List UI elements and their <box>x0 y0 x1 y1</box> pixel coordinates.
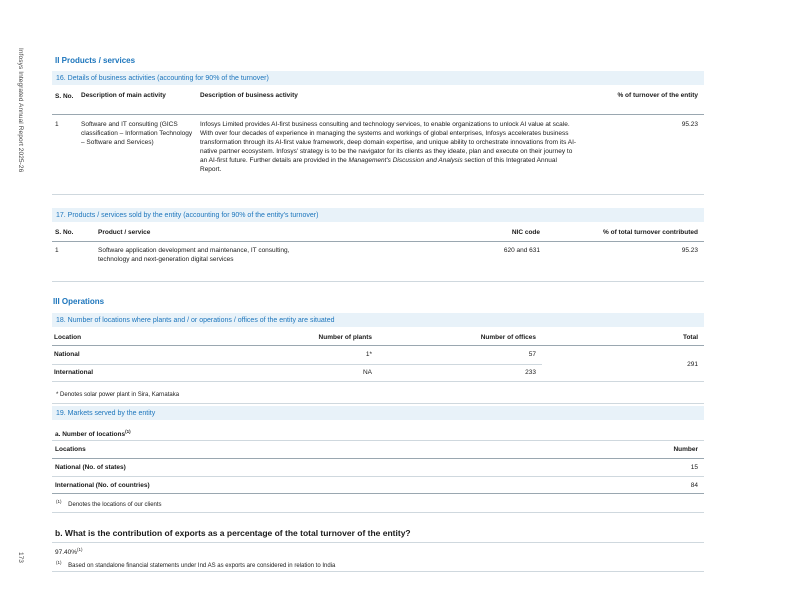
q16-header-turnover: % of turnover of the entity <box>617 92 698 99</box>
q17-header-nic: NIC code <box>511 229 540 236</box>
q19-footnote <box>56 499 162 508</box>
q16-row-turnover: 95.23 <box>681 121 698 128</box>
q19-sub-b-divider <box>52 542 704 543</box>
q18-header-plants: Number of plants <box>318 334 372 341</box>
q18-header-location: Location <box>54 334 82 341</box>
q19-sub-b-footnote-marker: (1) <box>56 560 62 565</box>
q19-header-number: Number <box>673 446 698 453</box>
q18-title: 18. Number of locations where plants and / or operations / offices of the entity are situated <box>56 316 335 324</box>
q16-business-text-b: section of this Integrated Annual Report. <box>200 157 557 173</box>
q16-row-main-activity: Software and IT consulting (GICS classification – Information Technology – Software and Services) <box>81 121 193 146</box>
report-title-vertical: Infosys Integrated Annual Report 2025-26 <box>17 48 24 173</box>
q19-header-divider <box>52 458 704 459</box>
q19-sub-b-sup: (1) <box>77 547 83 552</box>
q19-row-divider <box>52 476 704 477</box>
q18-row-divider <box>52 364 542 365</box>
section-title-products: II Products / services <box>55 56 136 65</box>
q19-table-bottom <box>52 493 704 494</box>
q19-header-locations: Locations <box>55 446 86 453</box>
q16-business-text-a: Infosys Limited provides AI-first business consulting and technology services, to enable organizations to unlock AI value at scale. With over four decades of experience in managing the systems and workings of global enterprises, Infosys accelerates business transformation through its AI-first value framework, deep domain expertise, and unique ability to orchestrate innovations from its AI-native partner ecosystem. Infosys' strategy is to be the navigator for its clients as they ideate, plan and execute on their journey to an AI-first future. Further details are provided in the <box>200 121 577 164</box>
q17-header-product: Product / service <box>98 229 151 236</box>
q17-row-turnover: 95.23 <box>681 247 698 254</box>
q19-sub-a <box>55 427 131 439</box>
q18-header-divider <box>52 345 704 346</box>
q19-footnote-marker: (1) <box>56 499 62 504</box>
q18-row-offices: 233 <box>525 369 536 376</box>
q18-table-bottom <box>52 381 704 382</box>
q19-footnote-text: Denotes the locations of our clients <box>68 502 162 508</box>
q18-footnote: * Denotes solar power plant in Sira, Karnataka <box>56 392 180 398</box>
q17-row-divider <box>52 281 704 282</box>
q16-title: 16. Details of business activities (accounting for 90% of the turnover) <box>56 74 269 82</box>
q17-row-sno: 1 <box>55 247 59 254</box>
q18-row-offices: 57 <box>528 351 536 358</box>
q19-row-label: National (No. of states) <box>55 464 126 471</box>
q16-row-sno: 1 <box>55 121 59 128</box>
q19-sub-b-question: b. What is the contribution of exports as a percentage of the total turnover of the entity? <box>55 528 411 538</box>
q19-row-label: International (No. of countries) <box>55 482 150 489</box>
q19-footnote-divider <box>52 512 704 513</box>
q18-header-total: Total <box>682 334 698 341</box>
q17-title-bar <box>52 208 704 222</box>
q18-total-value: 291 <box>687 361 698 368</box>
q18-header-offices: Number of offices <box>480 334 536 341</box>
q16-row-divider <box>52 194 704 195</box>
q16-title-bar <box>52 71 704 85</box>
q19-sub-b-footnote <box>56 560 335 569</box>
q17-title: 17. Products / services sold by the entity (accounting for 90% of the entity's turnover) <box>56 211 319 219</box>
q19-title: 19. Markets served by the entity <box>56 409 156 417</box>
q16-header-business-activity: Description of business activity <box>200 92 298 99</box>
q19-sub-a-text: a. Number of locations <box>55 431 126 439</box>
q16-header-main-activity: Description of main activity <box>81 92 166 99</box>
page-number: 173 <box>17 552 24 563</box>
q19-sub-b-answer <box>55 545 83 557</box>
q19-sub-b-value: 97.40% <box>55 549 78 557</box>
q16-header-divider <box>52 114 704 115</box>
q18-title-bar <box>52 313 704 327</box>
q17-row-product: Software application development and maintenance, IT consulting, technology and next-generation digital services <box>98 247 290 263</box>
q18-footnote-divider <box>52 403 704 404</box>
q18-row-location: International <box>54 369 94 376</box>
q17-header-divider <box>52 241 704 242</box>
q19-title-bar <box>52 406 704 420</box>
q16-business-text-italic: Management's Discussion and Analysis <box>348 157 463 164</box>
q17-row-nic: 620 and 631 <box>503 247 540 254</box>
q16-row-business-activity <box>200 120 580 174</box>
q18-row-location: National <box>54 351 80 358</box>
q19-sub-b-footnote-text: Based on standalone financial statements under Ind AS as exports are considered in relation to India <box>68 563 336 569</box>
q17-header-turnover: % of total turnover contributed <box>603 229 698 236</box>
q19-sub-a-divider <box>52 440 704 441</box>
q19-sub-b-bottom <box>52 571 704 572</box>
q19-sub-a-sup: (1) <box>125 429 131 434</box>
q19-row-value: 15 <box>690 464 698 471</box>
q16-header-sno: S. No. <box>55 93 74 100</box>
q19-row-value: 84 <box>690 482 698 489</box>
q18-row-plants: NA <box>362 369 372 376</box>
q18-row-plants: 1* <box>365 351 372 358</box>
section-title-operations: III Operations <box>53 297 105 306</box>
q17-header-sno: S. No. <box>55 229 74 236</box>
